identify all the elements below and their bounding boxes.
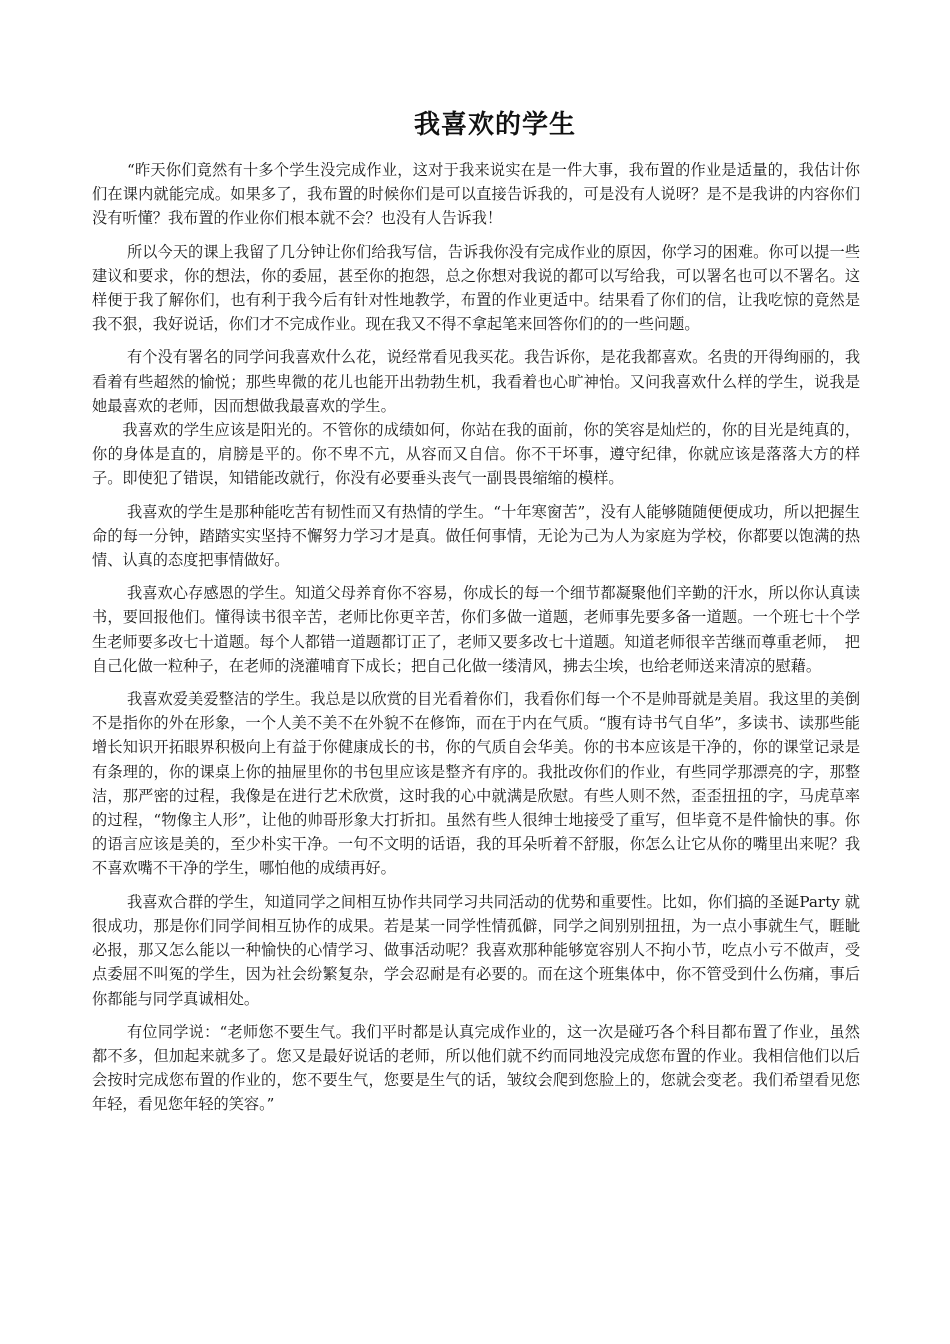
paragraph-3: 有个没有署名的同学问我喜欢什么花，说经常看见我买花。我告诉你，是花我都喜欢。名贵的开得绚丽的，我看着有些超然的愉悦；那些卑微的花儿也能开出勃勃生机，我看着也心旷神怡。又问我喜欢什么样的学生，说我是她最喜欢的老师，因而想做我最喜欢的学生。 <box>92 348 860 415</box>
paragraph-2: 所以今天的课上我留了几分钟让你们给我写信，告诉我你没有完成作业的原因，你学习的困难。你可以提一些建议和要求，你的想法，你的委屈，甚至你的抱怨，总之你想对我说的都可以写给我，可以署名也可以不署名。这样便于我了解你们，也有利于我今后有针对性地教学，布置的作业更适中。结果看了你们的信，让我吃惊的竟然是我不狠，我好说话，你们才不完成作业。现在我又不得不拿起笔来回答你们的的一些问题。 <box>92 242 860 334</box>
document-title: 我喜欢的学生 <box>413 110 576 140</box>
paragraph-1: “昨天你们竟然有十多个学生没完成作业，这对于我来说实在是一件大事，我布置的作业是适量的，我估计你们在课内就能完成。如果多了，我布置的时候你们是可以直接告诉我的，可是没有人说呀？是不是我讲的内容你们没有听懂？我布置的作业你们根本就不会？也没有人告诉我！ <box>92 161 860 228</box>
paragraph-9: 有位同学说：“老师您不要生气。我们平时都是认真完成作业的，这一次是碰巧各个科目都布置了作业，虽然都不多，但加起来就多了。您又是最好说话的老师，所以他们就不约而同地没完成您布置的作业。我相信他们以后会按时完成您布置的作业的，您不要生气，您要是生气的话，皱纹会爬到您脸上的，您就会变老。我们希望看见您年轻，看见您年轻的笑容。” <box>92 1022 860 1114</box>
paragraph-7: 我喜欢爱美爱整洁的学生。我总是以欣赏的目光看着你们，我看你们每一个不是帅哥就是美眉。我这里的美倒不是指你的外在形象，一个人美不美不在外貌不在修饰，而在于内在气质。“腹有诗书气自华”，多读书、读那些能增长知识开拓眼界积极向上有益于你健康成长的书，你的气质自会华美。你的书本应该是干净的，你的课堂记录是有条理的，你的课桌上你的抽屉里你的书包里应该是整齐有序的。我批改你们的作业，有些同学那漂亮的字，那整洁，那严密的过程，我像是在进行艺术欣赏，这时我的心中就满是欣慰。有些人则不然，歪歪扭扭的字，马虎草率的过程，“物像主人形”，让他的帅哥形象大打折扣。虽然有些人很绅士地接受了重写，但毕竟不是件愉快的事。你的语言应该是美的，至少朴实干净。一句不文明的话语，我的耳朵听着不舒服，你怎么让它从你的嘴里出来呢？我不喜欢嘴不干净的学生，哪怕他的成绩再好。 <box>92 690 860 878</box>
document-body <box>92 158 860 1126</box>
paragraph-5: 我喜欢的学生是那种能吃苦有韧性而又有热情的学生。“十年寒窗苦”，没有人能够随随便便成功，所以把握生命的每一分钟，踏踏实实坚持不懈努力学习才是真。做任何事情，无论为己为人为家庭为学校，你都要以饱满的热情、认真的态度把事情做好。 <box>92 502 860 570</box>
paragraph-6: 我喜欢心存感恩的学生。知道父母养育你不容易，你成长的每一个细节都凝聚他们辛勤的汗水，所以你认真读书，要回报他们。懂得读书很辛苦，老师比你更辛苦，你们多做一道题，老师事先要多备一道题。一个班七十个学生老师要多改七十道题。每个人都错一道题都订正了，老师又要多改七十道题。知道老师很辛苦继而尊重老师， 把自己化做一粒种子，在老师的浇灌哺育下成长；把自己化做一缕清风，拂去尘埃，也给老师送来清凉的慰藉。 <box>92 584 860 675</box>
paragraph-8: 我喜欢合群的学生，知道同学之间相互协作共同学习共同活动的优势和重要性。比如，你们搞的圣诞Party 就很成功，那是你们同学间相互协作的成果。若是某一同学性情孤僻，同学之间别别扭扭，为一点小事就生气，睚眦必报，那又怎么能以一种愉快的心情学习、做事活动呢？我喜欢那种能够宽容别人不拘小节，吃点小亏不做声，受点委屈不叫冤的学生，因为社会纷繁复杂，学会忍耐是有必要的。而在这个班集体中，你不管受到什么伤痛，事后你都能与同学真诚相处。 <box>92 892 860 1008</box>
paragraph-4: 我喜欢的学生应该是阳光的。不管你的成绩如何，你站在我的面前，你的笑容是灿烂的，你的目光是纯真的，你的身体是直的，肩膀是平的。你不卑不亢，从容而又自信。你不干坏事，遵守纪律，你就应该是落落大方的样子。即使犯了错误，知错能改就行，你没有必要垂头丧气一副畏畏缩缩的模样。 <box>92 421 860 488</box>
